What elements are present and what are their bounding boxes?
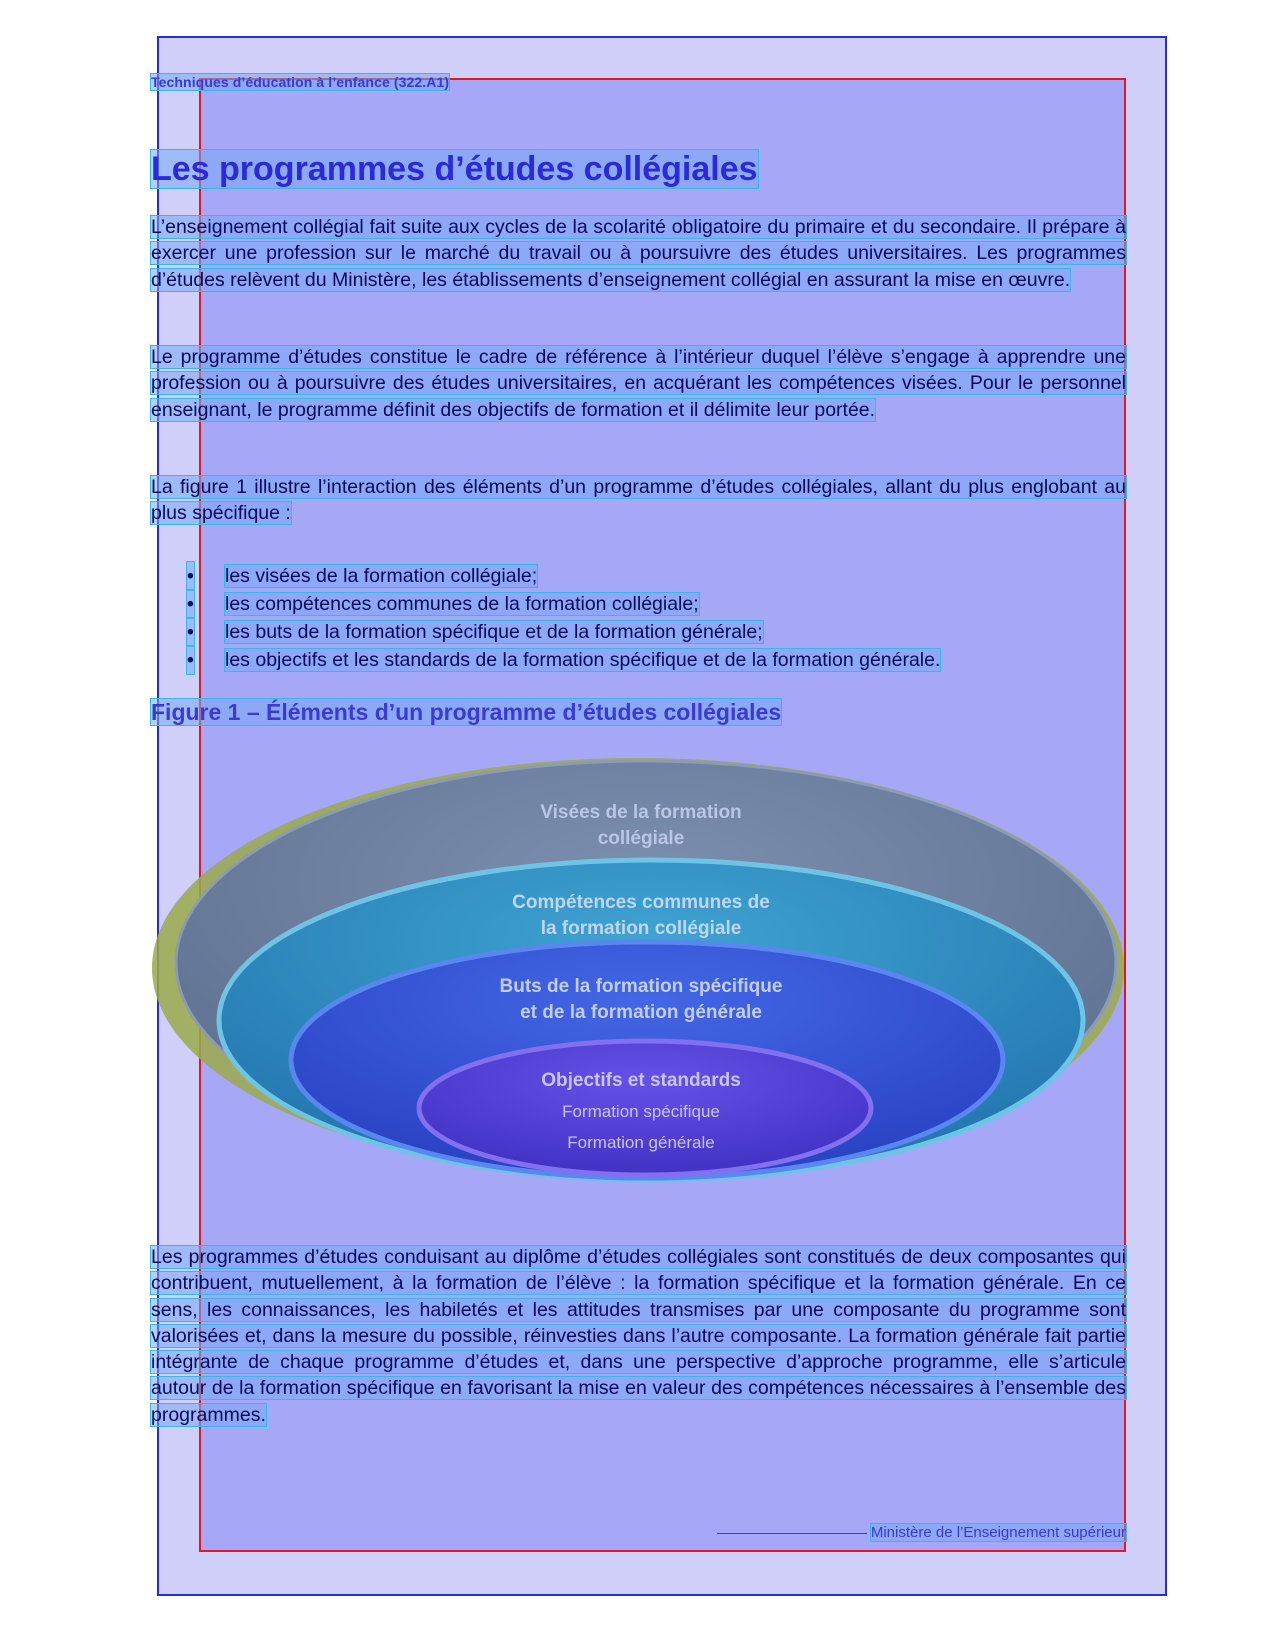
layer-objectifs-line1: Objectifs et standards (541, 1070, 741, 1091)
figure-title-text: Figure 1 – Éléments d’un programme d’études collégiales (151, 699, 782, 725)
list-item-text: les buts de la formation spécifique et de la formation générale; (225, 621, 763, 643)
paragraph-closing-text: Les programmes d’études conduisant au diplôme d’études collégiales sont constitués de deux composantes qui contribuent, mutuellement, à la formation de l’élève : la formation spécifique et la formation générale. En ce sens, les connaissances, les habiletés et les attitudes transmises par une composante du programme sont valorisées et, dans la mesure du possible, réinvesties dans l’autre composante. La formation générale fait partie intégrante de chaque programme d’études et, dans une perspective d’approche programme, elle s’articule autour de la formation spécifique en favorisant la mise en valeur des compétences nécessaires à l’ensemble des programmes. (151, 1246, 1126, 1426)
list-item-text: les objectifs et les standards de la formation spécifique et de la formation générale. (225, 649, 941, 671)
paragraph-intro (151, 214, 1126, 293)
running-header (151, 74, 449, 90)
layer-objectifs-line2: Formation spécifique (562, 1102, 720, 1121)
paragraph-figure-intro (151, 474, 1126, 527)
running-header-text: Techniques d’éducation à l’enfance (322.A1) (151, 74, 450, 90)
paragraph-figure-intro-text: La figure 1 illustre l’interaction des éléments d’un programme d’études collégiales, allant du plus englobant au plus spécifique : (151, 476, 1126, 525)
nested-ellipse-diagram (151, 758, 1126, 1198)
paragraph-closing (151, 1244, 1126, 1428)
bullet-icon: • (187, 646, 194, 674)
bullet-list (187, 562, 940, 674)
layer-competences-line2: la formation collégiale (540, 918, 742, 939)
paragraph-programme-text: Le programme d’études constitue le cadre de référence à l’intérieur duquel l’élève s’engage à apprendre une profession ou à poursuivre des études universitaires, en acquérant les compétences visées. Pour le personnel enseignant, le programme définit des objectifs de formation et il délimite leur portée. (151, 346, 1126, 421)
layer-visees-line2: collégiale (597, 828, 685, 849)
layer-buts-line1: Buts de la formation spécifique (499, 976, 783, 997)
layer-competences-line1: Compétences communes de (512, 892, 770, 913)
page-title (151, 150, 758, 189)
list-item-text: les visées de la formation collégiale; (225, 565, 538, 587)
running-footer (674, 1524, 1126, 1541)
list-item (187, 646, 940, 674)
running-footer-text: Ministère de l’Enseignement supérieur (870, 1524, 1126, 1541)
bullet-icon: • (187, 618, 194, 646)
bullet-icon: • (187, 590, 194, 618)
list-item (187, 562, 940, 590)
footer-rule (717, 1532, 867, 1534)
paragraph-intro-text: L’enseignement collégial fait suite aux cycles de la scolarité obligatoire du primaire et du secondaire. Il prépare à exercer une profession sur le marché du travail ou à poursuivre des études universitaires. Les programmes d’études relèvent du Ministère, les établissements d’enseignement collégial en assurant la mise en œuvre. (151, 216, 1126, 291)
list-item-text: les compétences communes de la formation collégiale; (225, 593, 699, 615)
layer-objectifs-line3: Formation générale (567, 1133, 715, 1152)
figure-title (151, 699, 781, 726)
layer-buts-line2: et de la formation générale (520, 1002, 762, 1023)
list-item (187, 590, 940, 618)
page-title-text: Les programmes d’études collégiales (151, 150, 758, 188)
diagram-svg (151, 758, 1126, 1198)
layer-visees-line1: Visées de la formation (540, 802, 742, 823)
bullet-icon: • (187, 562, 194, 590)
paragraph-programme (151, 344, 1126, 423)
list-item (187, 618, 940, 646)
